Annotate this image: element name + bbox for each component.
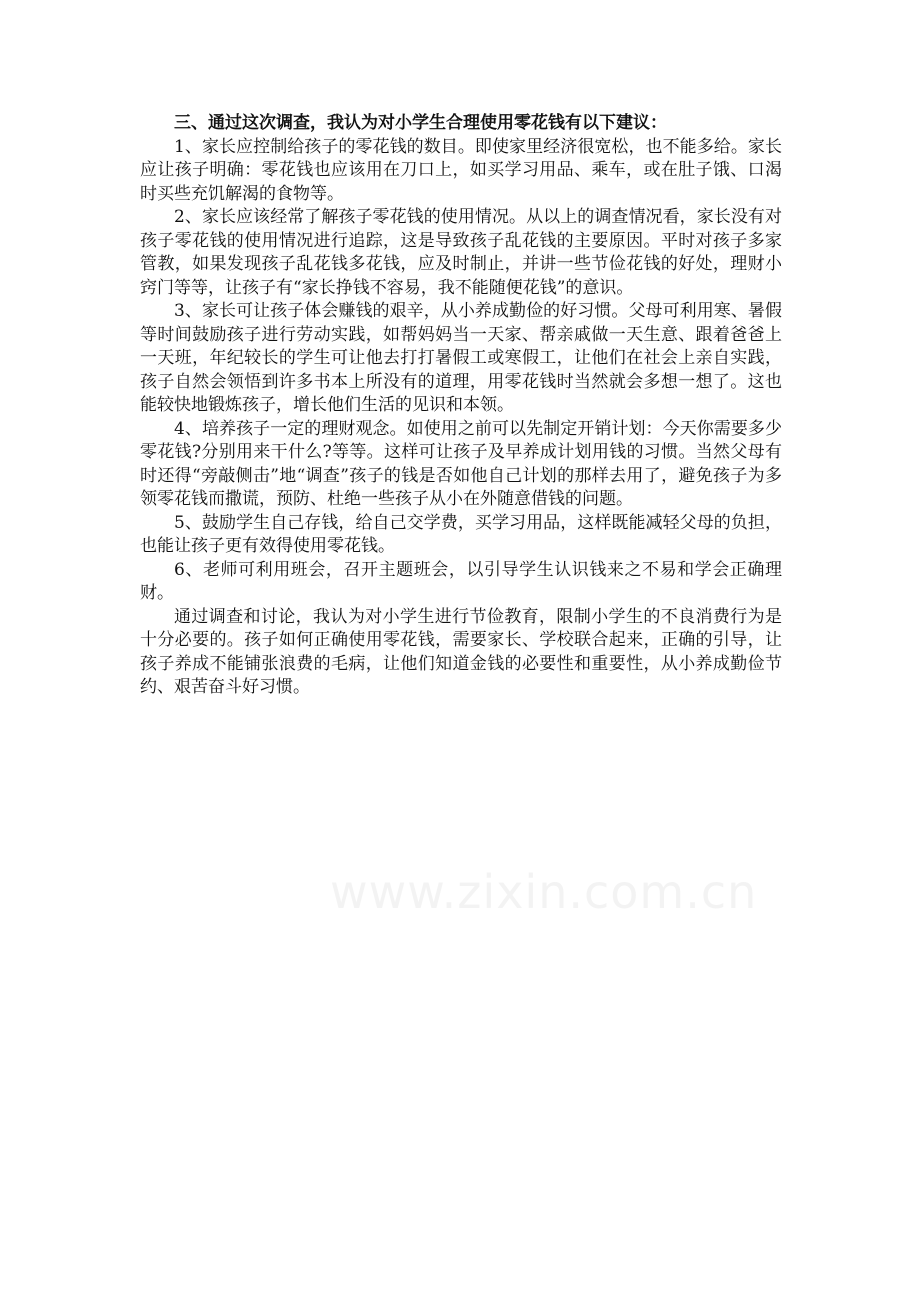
paragraph-suggestion-3: 3、家长可让孩子体会赚钱的艰辛，从小养成勤俭的好习惯。父母可利用寒、暑假等时间鼓励孩子进行劳动实践，如帮妈妈当一天家、帮亲戚做一天生意、跟着爸爸上一天班，年纪较长的学生可让他去打打暑假工或寒假工，让他们在社会上亲自实践，孩子自然会领悟到许多书本上所没有的道理，用零花钱时当然就会多想一想了。这也能较快地锻炼孩子，增长他们生活的见识和本领。 — [140, 301, 782, 415]
document-body — [140, 112, 782, 700]
watermark: www.zixin.com.cn — [330, 865, 758, 919]
paragraph-conclusion: 通过调查和讨论，我认为对小学生进行节俭教育，限制小学生的不良消费行为是十分必要的。孩子如何正确使用零花钱，需要家长、学校联合起来，正确的引导，让孩子养成不能铺张浪费的毛病，让他们知道金钱的必要性和重要性，从小养成勤俭节约、艰苦奋斗好习惯。 — [140, 606, 782, 697]
paragraph-suggestion-5: 5、鼓励学生自己存钱，给自己交学费，买学习用品，这样既能减轻父母的负担，也能让孩子更有效得使用零花钱。 — [140, 512, 782, 556]
paragraph-suggestion-1: 1、家长应控制给孩子的零花钱的数目。即使家里经济很宽松，也不能多给。家长应让孩子明确：零花钱也应该用在刀口上，如买学习用品、乘车，或在肚子饿、口渴时买些充饥解渴的食物等。 — [140, 136, 782, 204]
paragraph-suggestion-6: 6、老师可利用班会，召开主题班会，以引导学生认识钱来之不易和学会正确理财。 — [140, 559, 782, 603]
paragraph-suggestion-2: 2、家长应该经常了解孩子零花钱的使用情况。从以上的调查情况看，家长没有对孩子零花钱的使用情况进行追踪，这是导致孩子乱花钱的主要原因。平时对孩子多家管教，如果发现孩子乱花钱多花钱，应及时制止，并讲一些节俭花钱的好处，理财小窍门等等，让孩子有“家长挣钱不容易，我不能随便花钱”的意识。 — [140, 207, 782, 298]
paragraph-suggestion-4: 4、培养孩子一定的理财观念。如使用之前可以先制定开销计划：今天你需要多少零花钱?分别用来干什么?等等。这样可让孩子及早养成计划用钱的习惯。当然父母有时还得“旁敲侧击”地“调查”孩子的钱是否如他自己计划的那样去用了，避免孩子为多领零花钱而撒谎，预防、杜绝一些孩子从小在外随意借钱的问题。 — [140, 418, 782, 509]
section-heading: 三、通过这次调查，我认为对小学生合理使用零花钱有以下建议： — [174, 113, 667, 133]
